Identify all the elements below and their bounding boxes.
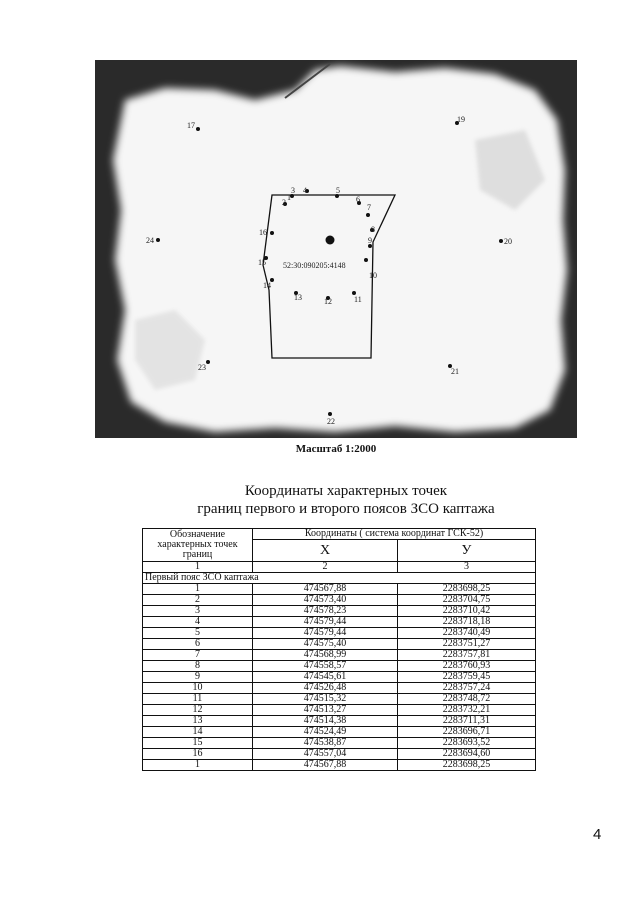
point-label: 19: [457, 115, 465, 124]
table-cell-x: 474558,57: [253, 661, 398, 672]
table-cell-point: 3: [143, 606, 253, 617]
table-cell-y: 2283760,93: [398, 661, 536, 672]
table-cell-point: 9: [143, 672, 253, 683]
table-row: [143, 661, 536, 672]
table-cell-x: 474538,87: [253, 738, 398, 749]
table-cell-point: 6: [143, 639, 253, 650]
table-row: [143, 617, 536, 628]
table-cell-x: 474568,99: [253, 650, 398, 661]
table-row: [143, 606, 536, 617]
table-cell-x: 474579,44: [253, 628, 398, 639]
header-y: У: [398, 540, 536, 562]
point-label: 24: [146, 236, 154, 245]
table-cell-point: 15: [143, 738, 253, 749]
point-label: 13: [294, 293, 302, 302]
column-number: 1: [143, 562, 253, 573]
site-map: [95, 60, 577, 438]
header-point-designation: Обозначение характерных точек границ: [143, 529, 253, 562]
point-marker: [156, 238, 160, 242]
table-cell-y: 2283698,25: [398, 760, 536, 771]
table-cell-point: 4: [143, 617, 253, 628]
table-cell-y: 2283710,42: [398, 606, 536, 617]
table-cell-y: 2283693,52: [398, 738, 536, 749]
table-row: [143, 705, 536, 716]
table-row: [143, 650, 536, 661]
table-row: [143, 694, 536, 705]
header-x: X: [253, 540, 398, 562]
table-cell-point: 7: [143, 650, 253, 661]
table-row: [143, 639, 536, 650]
map-scale-caption: Масштаб 1:2000: [295, 443, 377, 455]
table-cell-point: 5: [143, 628, 253, 639]
table-row: [143, 595, 536, 606]
point-label: 22: [327, 417, 335, 426]
point-label: 23: [198, 363, 206, 372]
table-cell-x: 474514,38: [253, 716, 398, 727]
table-row: [143, 683, 536, 694]
point-label: 5: [336, 186, 340, 195]
point-label: 9: [368, 236, 372, 245]
table-row: [143, 749, 536, 760]
table-cell-y: 2283694,60: [398, 749, 536, 760]
table-cell-y: 2283711,31: [398, 716, 536, 727]
point-label: 3: [291, 186, 295, 195]
table-cell-point: 11: [143, 694, 253, 705]
table-row: [143, 727, 536, 738]
table-cell-x: 474526,48: [253, 683, 398, 694]
table-cell-x: 474573,40: [253, 595, 398, 606]
table-cell-y: 2283698,25: [398, 584, 536, 595]
table-cell-y: 2283740,49: [398, 628, 536, 639]
table-cell-x: 474567,88: [253, 584, 398, 595]
table-cell-x: 474579,44: [253, 617, 398, 628]
table-cell-y: 2283757,24: [398, 683, 536, 694]
table-cell-point: 8: [143, 661, 253, 672]
point-label: 17: [187, 121, 195, 130]
point-label: 6: [356, 195, 360, 204]
point-label: 11: [354, 295, 362, 304]
table-row: [143, 760, 536, 771]
point-marker: [499, 239, 503, 243]
point-marker: [206, 360, 210, 364]
table-cell-x: 474557,04: [253, 749, 398, 760]
point-label: 16: [259, 228, 267, 237]
table-cell-x: 474578,23: [253, 606, 398, 617]
point-label: 2: [282, 198, 286, 207]
point-label: 21: [451, 367, 459, 376]
point-label: 20: [504, 237, 512, 246]
table-cell-point: 14: [143, 727, 253, 738]
table-cell-y: 2283748,72: [398, 694, 536, 705]
table-cell-y: 2283759,45: [398, 672, 536, 683]
point-marker: [196, 127, 200, 131]
point-marker: [364, 258, 368, 262]
point-marker: [366, 213, 370, 217]
table-cell-x: 474524,49: [253, 727, 398, 738]
page-number: 4: [593, 826, 602, 843]
table-cell-y: 2283757,81: [398, 650, 536, 661]
table-cell-x: 474513,27: [253, 705, 398, 716]
table-row: [143, 672, 536, 683]
point-label: 10: [369, 271, 377, 280]
table-cell-x: 474567,88: [253, 760, 398, 771]
table-cell-x: 474575,40: [253, 639, 398, 650]
coordinates-table: [142, 528, 536, 771]
point-label: 15: [258, 258, 266, 267]
table-cell-x: 474515,32: [253, 694, 398, 705]
table-row: [143, 716, 536, 727]
point-label: 8: [371, 225, 375, 234]
point-marker: [328, 412, 332, 416]
table-cell-y: 2283718,18: [398, 617, 536, 628]
table-cell-point: 16: [143, 749, 253, 760]
table-cell-point: 12: [143, 705, 253, 716]
table-cell-y: 2283732,21: [398, 705, 536, 716]
table-cell-y: 2283696,71: [398, 727, 536, 738]
column-number: 2: [253, 562, 398, 573]
table-cell-y: 2283704,75: [398, 595, 536, 606]
point-label: 14: [263, 281, 271, 290]
parcel-id-label: 52:30:090205:4148: [283, 261, 346, 270]
point-label: 4: [303, 186, 307, 195]
table-row: [143, 738, 536, 749]
point-marker: [270, 231, 274, 235]
column-number: 3: [398, 562, 536, 573]
table-cell-y: 2283751,27: [398, 639, 536, 650]
point-label: 1: [287, 193, 291, 202]
table-cell-point: 1: [143, 584, 253, 595]
title-line-2: границ первого и второго поясов ЗСО каптажа: [197, 501, 495, 517]
table-cell-point: 2: [143, 595, 253, 606]
point-label: 12: [324, 297, 332, 306]
well-center-point: [326, 236, 335, 245]
table-row: [143, 628, 536, 639]
header-coordinates: Координаты ( система координат ГСК-52): [253, 529, 536, 540]
page-title: [0, 482, 640, 518]
table-cell-point: 13: [143, 716, 253, 727]
table-cell-point: 10: [143, 683, 253, 694]
table-cell-point: 1: [143, 760, 253, 771]
section-title: Первый пояс ЗСО каптажа: [143, 573, 536, 584]
table-row: [143, 584, 536, 595]
table-cell-x: 474545,61: [253, 672, 398, 683]
point-label: 7: [367, 203, 371, 212]
title-line-1: Координаты характерных точек: [244, 483, 448, 499]
